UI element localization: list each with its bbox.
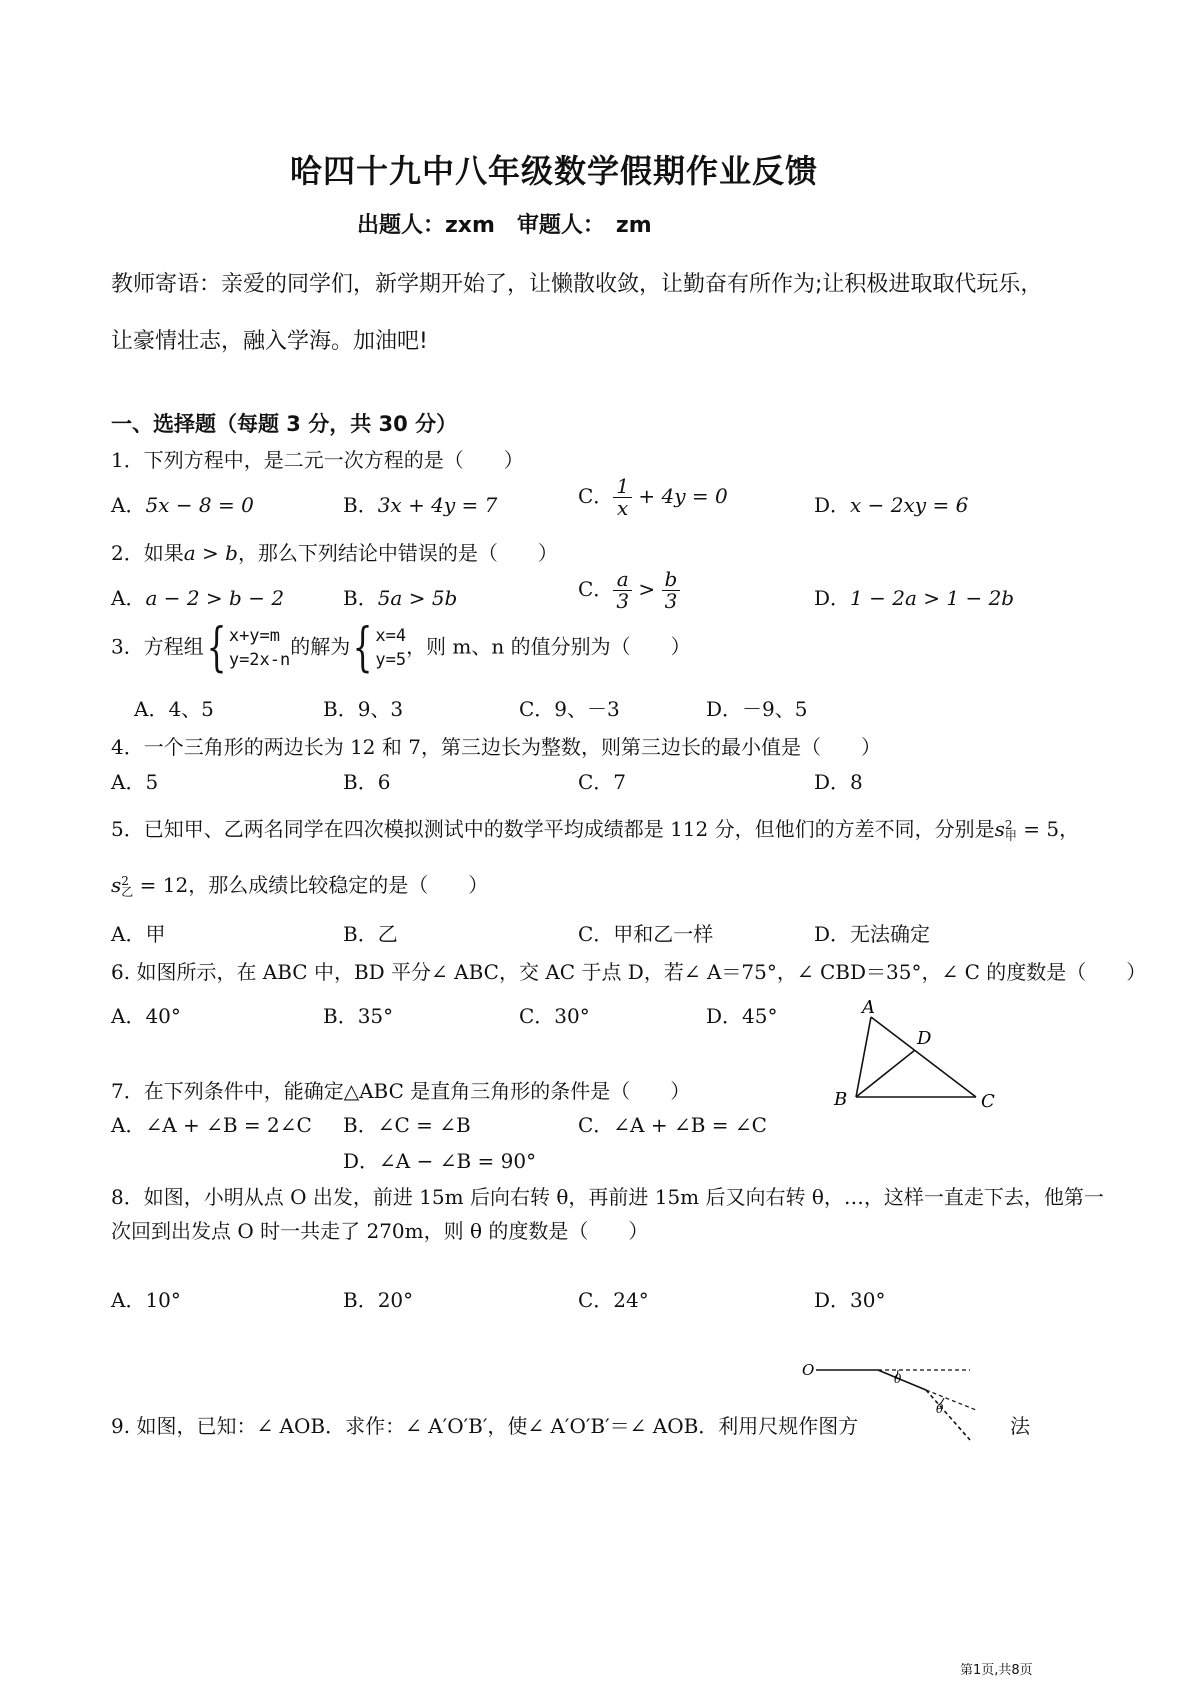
option-math: 1 − 2a > 1 − 2b xyxy=(850,586,1015,610)
variance-value: = 5， xyxy=(1016,817,1080,841)
q5-stem-line1 xyxy=(111,813,1079,842)
q4-stem: 4．一个三角形的两边长为 12 和 7，第三边长为整数，则第三边长的最小值是（ ） xyxy=(111,735,881,759)
q5-stem-line2 xyxy=(111,869,488,898)
denominator: 3 xyxy=(664,589,678,613)
equation-system xyxy=(229,624,290,672)
authors-line: 出题人：zxm 审题人： zm xyxy=(357,213,652,238)
variance-symbol: s xyxy=(111,873,122,897)
vertex-label-d: D xyxy=(917,1028,932,1049)
left-brace-icon: { xyxy=(352,618,373,678)
solution-system xyxy=(375,624,406,672)
numerator: b xyxy=(662,569,681,591)
theta-label-1: θ xyxy=(894,1372,902,1386)
option-label: B． xyxy=(343,586,378,610)
vertex-label-c: C xyxy=(981,1091,995,1112)
system-line: y=5 xyxy=(375,650,407,670)
q2-stem-post: ，那么下列结论中错误的是（ ） xyxy=(237,541,558,565)
option-label: D． xyxy=(814,586,851,610)
q5-stem-text: 5．已知甲、乙两名同学在四次模拟测试中的数学平均成绩都是 112 分，但他们的方差不同，分别是 xyxy=(111,817,995,841)
q5-option-b: B．乙 xyxy=(343,922,398,946)
q4-option-b: B．6 xyxy=(343,770,391,794)
vertex-label-a: A xyxy=(862,997,875,1018)
q3-option-a: A．4、5 xyxy=(134,697,214,721)
bisector-bd xyxy=(856,1050,915,1097)
fraction xyxy=(613,476,632,519)
q2-option-b xyxy=(343,582,457,611)
system-line: y=2x-n xyxy=(228,650,291,670)
option-math: x − 2xy = 6 xyxy=(850,493,969,517)
q2-stem-pre: 2．如果 xyxy=(111,541,184,565)
option-label: D． xyxy=(814,493,851,517)
option-label: A． xyxy=(111,493,146,517)
q2-stem-math: a > b xyxy=(183,541,238,565)
variance-scripts xyxy=(1004,817,1017,843)
subscript: 乙 xyxy=(121,884,134,899)
option-math: a − 2 > b − 2 xyxy=(145,586,285,610)
theta-label-2: θ xyxy=(936,1402,944,1416)
option-label: C． xyxy=(578,484,614,508)
q3-stem-pre: 3．方程组 xyxy=(111,634,204,659)
q4-option-d: D．8 xyxy=(814,770,863,794)
q2-stem xyxy=(111,537,558,566)
q1-option-a xyxy=(111,489,254,518)
q3-option-b: B．9、3 xyxy=(323,697,404,721)
denominator: 3 xyxy=(616,589,630,613)
option-label: B． xyxy=(343,493,378,517)
q3-stem-post: ，则 m、n 的值分别为（ ） xyxy=(406,634,691,659)
q9-stem: 9. 如图，已知：∠ AOB．求作：∠ A′O′B′，使∠ A′O′B′＝∠ AOB．利用尺规作图方 xyxy=(111,1414,859,1438)
q4-option-c: C．7 xyxy=(578,770,627,794)
q2-option-a xyxy=(111,582,284,611)
superscript: 2 xyxy=(121,873,129,888)
option-math: 5x − 8 = 0 xyxy=(145,493,254,517)
q5-stem-post: ，那么成绩比较稳定的是（ ） xyxy=(188,873,489,897)
q5-option-d: D．无法确定 xyxy=(814,922,931,946)
q8-option-d: D．30° xyxy=(814,1288,886,1312)
triangle-figure xyxy=(826,995,1006,1115)
q3-stem-mid: 的解为 xyxy=(290,634,351,659)
side-ab xyxy=(856,1017,871,1097)
q6-option-d: D．45° xyxy=(706,1004,778,1028)
q7-option-a: A．∠A + ∠B = 2∠C xyxy=(111,1113,312,1137)
q7-option-c: C．∠A + ∠B = ∠C xyxy=(578,1113,767,1137)
q4-option-a: A．5 xyxy=(111,770,159,794)
option-math: 3x + 4y = 7 xyxy=(377,493,498,517)
vertex-label-b: B xyxy=(834,1089,848,1110)
page-number: 第1页,共8页 xyxy=(960,1663,1033,1678)
q1-option-c xyxy=(578,476,728,519)
q6-option-c: C．30° xyxy=(519,1004,590,1028)
system-line: x+y=m xyxy=(228,626,281,646)
q2-option-d xyxy=(814,582,1014,611)
variance-scripts xyxy=(121,873,134,899)
q8-stem-line2: 次回到出发点 O 时一共走了 270m，则 θ 的度数是（ ） xyxy=(111,1219,649,1243)
q3-option-c: C．9、－3 xyxy=(519,697,620,721)
q7-option-d: D．∠A − ∠B = 90° xyxy=(343,1149,537,1173)
q3-stem xyxy=(111,618,691,678)
q6-option-b: B．35° xyxy=(323,1004,394,1028)
variance-value: = 12 xyxy=(133,873,189,897)
page-title: 哈四十九中八年级数学假期作业反馈 xyxy=(290,152,819,190)
q6-option-a: A．40° xyxy=(111,1004,181,1028)
q7-stem: 7．在下列条件中，能确定△ABC 是直角三角形的条件是（ ） xyxy=(111,1079,691,1103)
superscript: 2 xyxy=(1004,817,1013,832)
extension-line-2 xyxy=(926,1390,976,1410)
q9-stem-tail: 法 xyxy=(1010,1414,1030,1438)
path-segment-3 xyxy=(926,1390,970,1440)
path-segment-2 xyxy=(878,1370,926,1390)
q8-option-c: C．24° xyxy=(578,1288,649,1312)
q3-option-d: D．－9、5 xyxy=(706,697,808,721)
teacher-message-line1: 教师寄语：亲爱的同学们，新学期开始了，让懒散收敛，让勤奋有所作为;让积极进取取代玩乐， xyxy=(111,272,1043,297)
denominator: x xyxy=(617,496,629,520)
option-label: A． xyxy=(111,586,146,610)
q1-option-d xyxy=(814,489,968,518)
q5-option-c: C．甲和乙一样 xyxy=(578,922,714,946)
q2-option-c xyxy=(578,569,680,612)
option-math: 5a > 5b xyxy=(377,586,458,610)
q8-stem-line1: 8．如图，小明从点 O 出发，前进 15m 后向右转 θ，再前进 15m 后又向右转 θ，…，这样一直走下去，他第一 xyxy=(111,1185,1104,1209)
operator: > xyxy=(638,577,656,601)
section-heading: 一、选择题（每题 3 分，共 30 分） xyxy=(111,412,458,436)
point-label-o: O xyxy=(802,1361,815,1379)
q5-option-a: A．甲 xyxy=(111,922,166,946)
q8-option-a: A．10° xyxy=(111,1288,181,1312)
variance-symbol: s xyxy=(994,817,1005,841)
teacher-message-line2: 让豪情壮志，融入学海。加油吧! xyxy=(111,329,428,354)
numerator: a xyxy=(613,569,632,591)
numerator: 1 xyxy=(613,476,632,498)
q6-stem: 6. 如图所示，在 ABC 中，BD 平分∠ ABC，交 AC 于点 D，若∠ A＝75°，∠ CBD＝35°，∠ C 的度数是（ ） xyxy=(111,960,1147,984)
fraction xyxy=(662,569,681,612)
q1-stem: 1．下列方程中，是二元一次方程的是（ ） xyxy=(111,448,524,472)
left-brace-icon: { xyxy=(206,618,227,678)
system-line: x=4 xyxy=(375,626,407,646)
q1-option-b xyxy=(343,489,497,518)
q8-option-b: B．20° xyxy=(343,1288,414,1312)
option-math: + 4y = 0 xyxy=(638,484,728,508)
q7-option-b: B．∠C = ∠B xyxy=(343,1113,471,1137)
option-label: C． xyxy=(578,577,614,601)
fraction xyxy=(613,569,632,612)
subscript: 甲 xyxy=(1004,828,1017,843)
